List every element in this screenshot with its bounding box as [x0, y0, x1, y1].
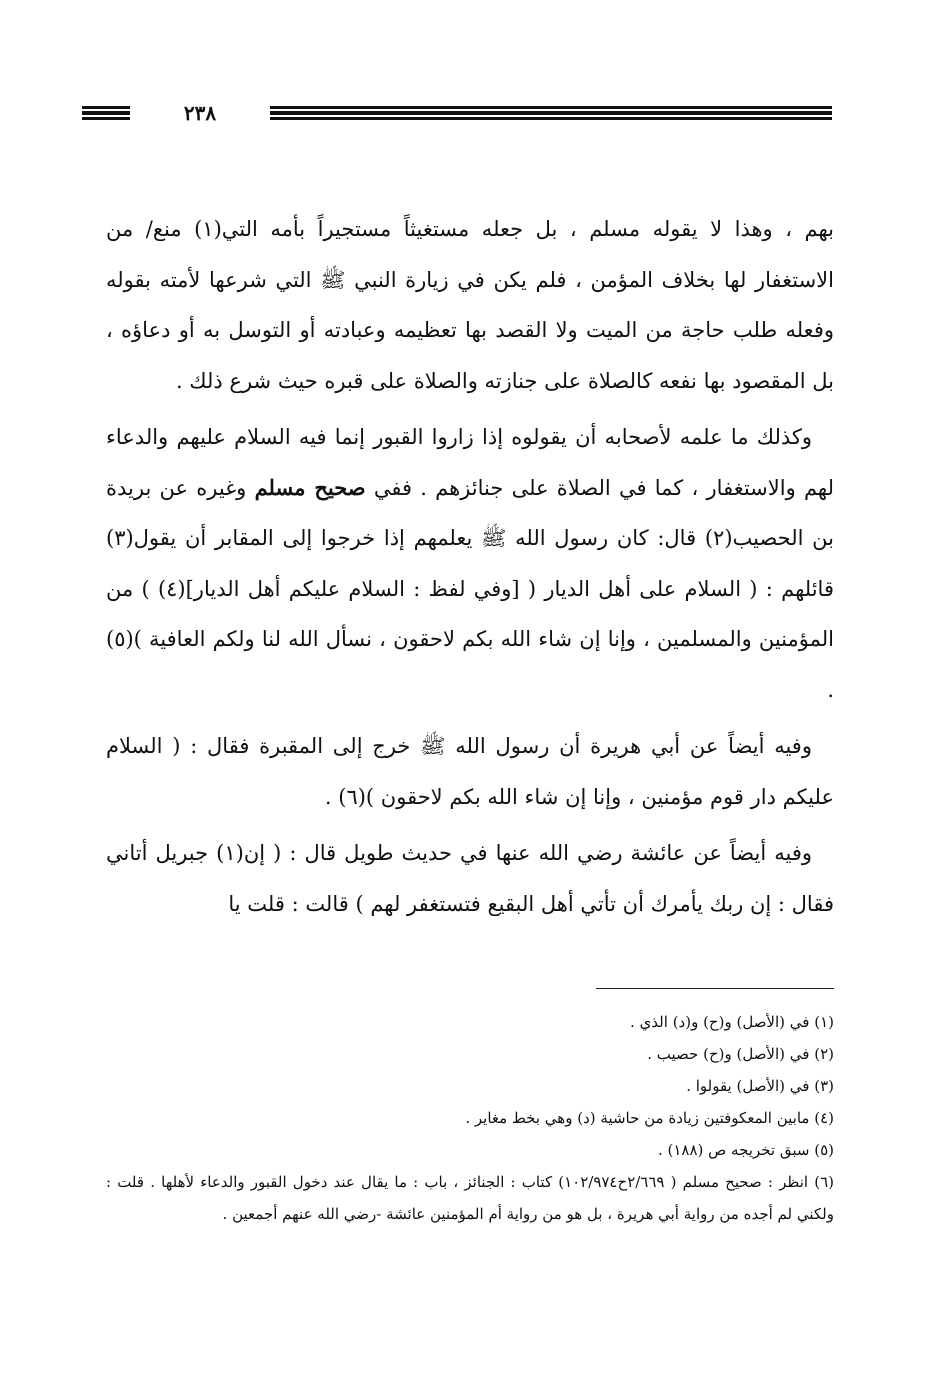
paragraph-3-text: وفيه أيضاً عن أبي هريرة أن رسول الله ﷺ خرج إلى المقبرة فقال : ( السلام عليكم دار قوم مؤمنين ، وإنا إن شاء الله بكم لاحقون )(٦) .	[106, 734, 834, 809]
footnote-6: (٦) انظر : صحيح مسلم ( ٢/٦٦٩ح١٠٢/٩٧٤) كتاب : الجنائز ، باب : ما يقال عند دخول القبور والدعاء لأهلها . قلت : ولكني لم أجده من رواية أبي هريرة ، بل هو من رواية أم المؤمنين عائشة -رضي الله عنهم أجمعين .	[106, 1173, 834, 1223]
paragraph-3	[106, 721, 834, 822]
paragraph-4-text: وفيه أيضاً عن عائشة رضي الله عنها في حديث طويل قال : ( إن(١) جبريل أتاني فقال : إن ربك يأمرك أن تأتي أهل البقيع فتستغفر لهم ) قالت : قلت يا	[106, 841, 834, 916]
footnote-3: (٣) في (الأصل) يقولوا .	[686, 1077, 834, 1095]
header-rule-left	[82, 106, 130, 120]
footnotes	[106, 1006, 834, 1230]
footnote-5: (٥) سبق تخريجه ص (١٨٨) .	[657, 1141, 834, 1159]
paragraph-4	[106, 828, 834, 929]
page-number: ٢٣٨	[183, 101, 217, 125]
paragraph-2-part-2: وغيره عن بريدة بن الحصيب(٢) قال: كان رسول الله ﷺ يعلمهم إذا خرجوا إلى المقابر أن يقول(٣) قائلهم : ( السلام على أهل الديار ( [وفي لفظ : السلام عليكم أهل الديار](٤) ) من المؤمنين والمسلمين ، وإنا إن شاء الله بكم لاحقون ، نسأل الله لنا ولكم العافية )(٥) .	[106, 475, 835, 702]
paragraph-2	[106, 412, 834, 715]
footnote-separator	[596, 988, 834, 989]
header-rule-right	[270, 106, 832, 120]
page-header	[82, 100, 832, 126]
main-text	[106, 204, 834, 935]
footnote-4: (٤) مابين المعكوفتين زيادة من حاشية (د) وهي بخط مغاير .	[465, 1109, 834, 1127]
footnote-1: (١) في (الأصل) و(ح) و(د) الذي .	[630, 1013, 834, 1031]
book-title-sahih-muslim: صحيح مسلم	[254, 474, 366, 500]
paragraph-1: بهم ، وهذا لا يقوله مسلم ، بل جعله مستغيثاً مستجيراً بأمه التي(١) منع/ من الاستغفار لها بخلاف المؤمن ، فلم يكن في زيارة النبي ﷺ التي شرعها لأمته بقوله وفعله طلب حاجة من الميت ولا القصد بها تعظيمه وعبادته أو التوسل به أو دعاؤه ، بل المقصود بها نفعه كالصلاة على جنازته والصلاة على قبره حيث شرع ذلك .	[106, 217, 834, 393]
paragraph-2-part-1: وكذلك ما علمه لأصحابه أن يقولوه إذا زاروا القبور إنما فيه السلام عليهم والدعاء لهم والاستغفار ، كما في الصلاة على جنائزهم . ففي	[106, 425, 834, 500]
footnote-2: (٢) في (الأصل) و(ح) حصيب .	[647, 1045, 834, 1063]
